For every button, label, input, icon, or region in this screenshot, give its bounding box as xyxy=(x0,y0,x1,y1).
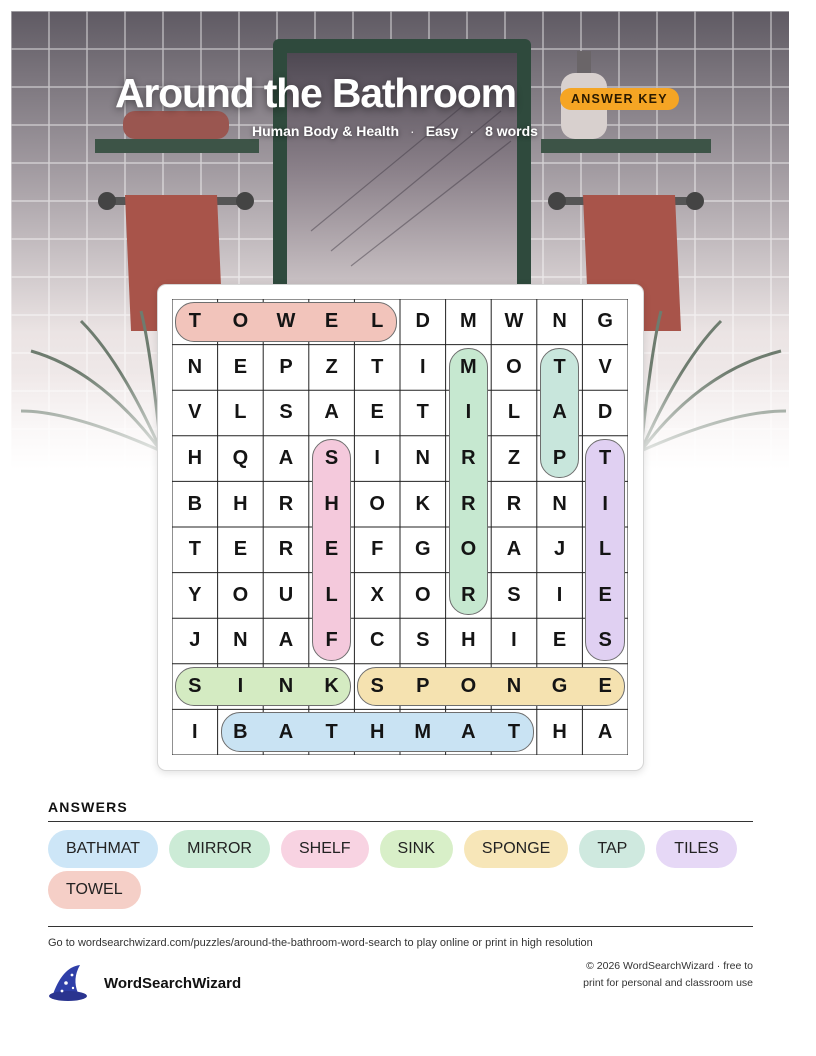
answers-heading: ANSWERS xyxy=(48,799,128,815)
grid-cell: S xyxy=(324,447,339,470)
grid-cell: N xyxy=(233,629,248,652)
grid-cell: O xyxy=(460,675,477,698)
grid-cell: T xyxy=(507,720,521,743)
grid-cell: R xyxy=(461,447,476,470)
grid-cell: N xyxy=(552,310,567,333)
grid-cell: H xyxy=(369,720,385,743)
puzzle-meta xyxy=(252,123,538,139)
difficulty-label: Easy xyxy=(425,123,459,139)
grid-cell: I xyxy=(556,583,563,606)
answer-chip-towel: TOWEL xyxy=(48,871,141,909)
grid-cell: A xyxy=(278,720,294,743)
grid-cell: T xyxy=(371,355,384,378)
grid-cell: N xyxy=(506,675,522,698)
grid-cell: S xyxy=(188,675,202,698)
grid-cell: R xyxy=(278,538,294,561)
grid-cell: D xyxy=(415,310,430,333)
grid-cell: J xyxy=(189,629,201,652)
grid-cell: T xyxy=(325,720,338,743)
answer-chip-tap: TAP xyxy=(579,830,645,868)
grid-cell: N xyxy=(278,675,294,698)
grid-cell: S xyxy=(598,629,612,652)
grid-cell: L xyxy=(599,538,612,561)
grid-cell: P xyxy=(416,675,430,698)
grid-cell: E xyxy=(370,401,384,424)
answer-list xyxy=(48,830,753,909)
grid-cell: C xyxy=(369,629,385,652)
grid-cell: V xyxy=(188,401,202,424)
grid-cell: H xyxy=(461,629,476,652)
wizard-hat-icon xyxy=(48,963,90,1003)
grid-cell: H xyxy=(324,492,339,515)
grid-cell: I xyxy=(237,675,244,698)
grid-cell: V xyxy=(598,355,612,378)
grid-cell: T xyxy=(188,538,201,561)
grid-cell: L xyxy=(325,583,338,606)
grid-cell: L xyxy=(371,310,384,333)
answer-chip-shelf: SHELF xyxy=(281,830,369,868)
grid-cell: P xyxy=(552,447,567,470)
grid-cell: S xyxy=(507,583,521,606)
grid-cell: A xyxy=(552,401,567,424)
answer-chip-sponge: SPONGE xyxy=(464,830,568,868)
grid-cell: H xyxy=(233,492,248,515)
page-title: Around the Bathroom xyxy=(115,70,516,116)
grid-cell: G xyxy=(597,310,613,333)
brand-name: WordSearchWizard xyxy=(104,974,242,992)
grid-cell: M xyxy=(460,310,477,333)
grid-cell: I xyxy=(192,720,198,743)
grid-cell: N xyxy=(552,492,567,515)
grid-cell: O xyxy=(232,310,249,333)
letter-grid xyxy=(172,299,628,755)
grid-cell: A xyxy=(461,720,476,743)
grid-cell: E xyxy=(324,538,339,561)
grid-cell: U xyxy=(278,583,294,606)
grid-cell: Q xyxy=(232,447,249,470)
online-link-text: Go to wordsearchwizard.com/puzzles/around-the-bathroom-word-search to play online or print in high resolution xyxy=(48,937,593,949)
grid-cell: S xyxy=(416,629,430,652)
grid-cell: S xyxy=(370,675,384,698)
grid-cell: E xyxy=(324,310,339,333)
grid-cell: E xyxy=(552,629,567,652)
grid-cell: I xyxy=(602,492,608,515)
grid-cell: I xyxy=(465,401,472,424)
grid-cell: K xyxy=(415,492,430,515)
answer-chip-sink: SINK xyxy=(380,830,453,868)
grid-cell: Y xyxy=(188,583,202,606)
grid-cell: F xyxy=(325,629,338,652)
grid-cell: J xyxy=(553,538,566,561)
grid-cell: A xyxy=(278,447,294,470)
grid-cell: A xyxy=(324,401,339,424)
grid-cell: E xyxy=(233,538,248,561)
grid-cell: A xyxy=(597,720,613,743)
grid-cell: O xyxy=(414,583,431,606)
grid-cell: K xyxy=(324,675,339,698)
grid-cell: O xyxy=(369,492,385,515)
grid-cell: E xyxy=(598,583,612,606)
grid-cell: T xyxy=(599,447,612,470)
grid-cell: T xyxy=(188,310,201,333)
grid-cell: R xyxy=(278,492,294,515)
brand xyxy=(48,963,241,1003)
grid-cell: O xyxy=(232,583,249,606)
grid-cell: E xyxy=(598,675,612,698)
grid-cell: E xyxy=(233,355,248,378)
divider xyxy=(48,926,753,927)
grid-cell: W xyxy=(276,310,296,333)
grid-cell: T xyxy=(416,401,429,424)
grid-cell: X xyxy=(370,583,384,606)
grid-cell: I xyxy=(511,629,517,652)
grid-cell: R xyxy=(506,492,522,515)
grid-cell: P xyxy=(279,355,293,378)
grid-cell: Z xyxy=(507,447,521,470)
grid-cell: H xyxy=(552,720,567,743)
grid-cell: N xyxy=(187,355,203,378)
answer-key-badge: ANSWER KEY xyxy=(560,88,679,110)
grid-cell: L xyxy=(234,401,247,424)
grid-cell: A xyxy=(278,629,294,652)
grid-cell: W xyxy=(504,310,524,333)
grid-cell: H xyxy=(187,447,203,470)
grid-cell: N xyxy=(415,447,430,470)
grid-cell: O xyxy=(460,538,477,561)
grid-cell: M xyxy=(414,720,432,743)
grid-cell: S xyxy=(279,401,293,424)
grid-cell: R xyxy=(461,492,476,515)
grid-cell: F xyxy=(371,538,384,561)
separator-dot: · xyxy=(469,123,475,139)
grid-cell: A xyxy=(506,538,522,561)
grid-cell: L xyxy=(507,401,521,424)
word-count-label: 8 words xyxy=(485,123,538,139)
grid-cell: Z xyxy=(325,355,338,378)
copyright-text: © 2026 WordSearchWizard · free to print for personal and classroom use xyxy=(583,960,753,989)
grid-cells xyxy=(172,299,628,755)
grid-cell: G xyxy=(551,675,568,698)
grid-cell: D xyxy=(597,401,613,424)
grid-cell: G xyxy=(414,538,431,561)
grid-cell: I xyxy=(374,447,380,470)
grid-cell: O xyxy=(506,355,522,378)
answer-chip-bathmat: BATHMAT xyxy=(48,830,158,868)
grid-cell: T xyxy=(553,355,566,378)
answer-chip-tiles: TILES xyxy=(656,830,736,868)
separator-dot: · xyxy=(410,123,415,139)
grid-cell: B xyxy=(233,720,248,743)
category-label: Human Body & Health xyxy=(252,123,400,139)
divider xyxy=(48,821,753,822)
grid-cell: M xyxy=(460,355,477,378)
answer-chip-mirror: MIRROR xyxy=(169,830,270,868)
grid-cell: I xyxy=(419,355,426,378)
grid-cell: B xyxy=(187,492,203,515)
grid-cell: R xyxy=(461,583,476,606)
